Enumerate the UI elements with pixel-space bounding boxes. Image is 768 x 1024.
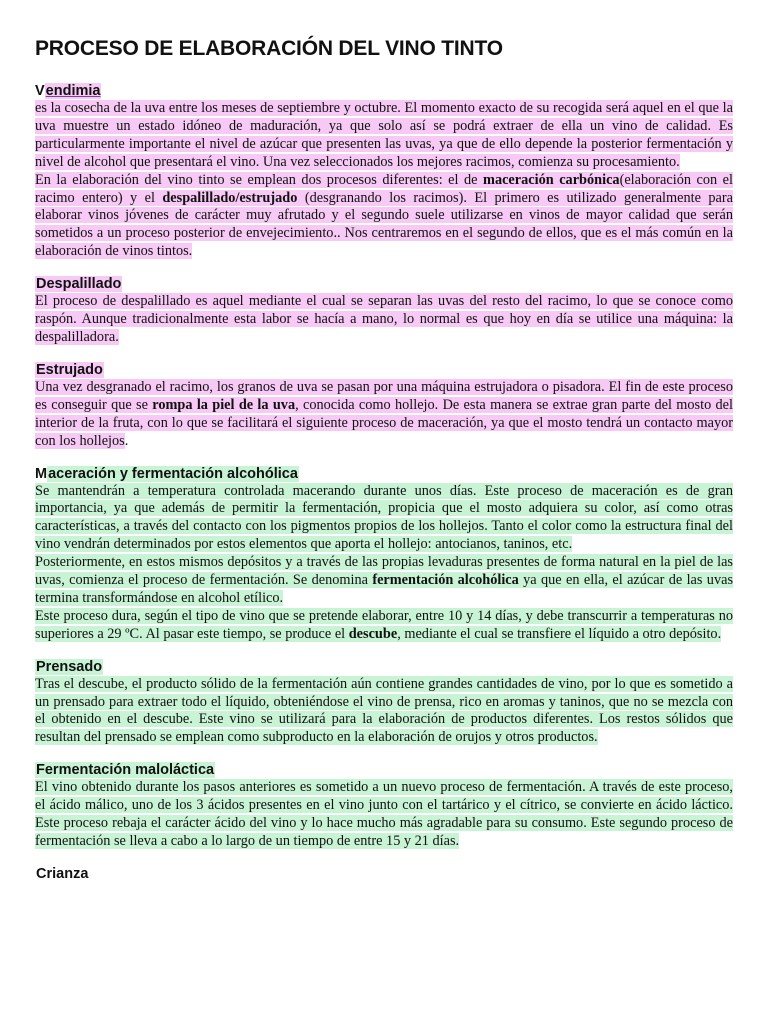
paragraph (35, 100, 733, 172)
highlighted-text (35, 483, 733, 553)
text-run: es la cosecha de la uva entre los meses de septiembre y octubre. El momento exacto de su recogida será aquel en el que la uva muestre un estado idóneo de maduración, ya que solo así se podrá extraer de ella un vino de calidad. Es particularmente importante el nivel de azúcar que presenten las uvas, ya que de ello depende la posterior fermentación y nivel de alcohol que presentará el vino. Una vez seleccionados los mejores racimos, comienza su procesamiento. (35, 100, 733, 170)
text-run: (elaboración con el racimo entero) y el (35, 171, 733, 206)
paragraph (35, 779, 733, 851)
section-fermentacion-malolactica (35, 761, 733, 851)
section-heading-estrujado (35, 361, 733, 379)
section-vendimia (35, 82, 733, 261)
section-heading-vendimia (35, 82, 733, 100)
highlighted-text (35, 172, 733, 260)
text-run: En la elaboración del vino tinto se emplean dos procesos diferentes: el de (35, 171, 484, 188)
section-body (35, 293, 733, 347)
heading-highlighted: Crianza (36, 865, 89, 882)
document-page (35, 34, 733, 897)
text-run: Posteriormente, en estos mismos depósitos y a través de las propias levaduras presentes de forma natural en la piel de las uvas, comienza el proceso de fermentación. Se denomina (35, 554, 733, 589)
bold-term: descube (348, 625, 398, 642)
section-body (35, 379, 733, 451)
bold-term: maceración carbónica (483, 171, 620, 188)
section-body (35, 779, 733, 851)
highlighted-text (35, 379, 733, 449)
section-prensado (35, 658, 733, 748)
highlighted-text (35, 293, 733, 345)
section-heading-maceracion (35, 465, 733, 483)
text-run: , mediante el cual se transfiere el líquido a otro depósito. (397, 625, 722, 642)
text-run: Una vez desgranado el racimo, los granos de uva se pasan por una máquina estrujadora o pisadora. El fin de este proceso es conseguir que se (35, 378, 733, 413)
section-estrujado (35, 361, 733, 451)
paragraph (35, 293, 733, 347)
highlighted-text (35, 100, 733, 170)
heading-highlighted: Fermentación maloláctica (36, 762, 215, 779)
paragraph (35, 379, 733, 451)
section-crianza (35, 865, 733, 883)
highlighted-text (35, 779, 733, 849)
text-run: El proceso de despalillado es aquel mediante el cual se separan las uvas del resto del racimo, lo que se conoce como raspón. Aunque tradicionalmente esta labor se hacía a mano, lo normal es que hoy en día se utilice una máquina: la despalilladora. (35, 293, 733, 345)
section-body (35, 676, 733, 748)
heading-highlighted: Despalillado (36, 276, 122, 293)
text-run: , conocida como hollejo. De esta manera se extrae gran parte del mosto del interior de la fruta, con lo que se facilitará el siguiente proceso de maceración, ya que el mosto tendrá un contacto mayor con los hollejos (35, 396, 733, 449)
highlighted-text (35, 676, 733, 746)
text-run: Este proceso dura, según el tipo de vino que se pretende elaborar, entre 10 y 14 días, y debe transcurrir a temperaturas no superiores a 29 ºC. Al pasar este tiempo, se produce el (35, 607, 733, 642)
text-run: ya que en ella, el azúcar de las uvas termina transformándose en alcohol etílico. (35, 572, 734, 606)
section-heading-fermentacion-malolactica (35, 761, 733, 779)
trailing-text: . (124, 432, 129, 449)
heading-initial: M (35, 465, 48, 482)
bold-term: fermentación alcohólica (372, 572, 519, 589)
paragraph (35, 554, 733, 608)
heading-initial: V (35, 83, 45, 99)
heading-highlighted: Estrujado (36, 361, 103, 378)
paragraph (35, 608, 733, 644)
highlighted-text (35, 608, 733, 642)
heading-highlighted: aceración y fermentación alcohólica (48, 465, 298, 482)
section-heading-crianza (35, 865, 733, 883)
text-run: Se mantendrán a temperatura controlada macerando durante unos días. Este proceso de maceración es de gran importancia, ya que además de permitir la fermentación, propicia que el mosto adquiera su color, así como otras características, a través del contacto con los pigmentos propios de los hollejos. Tanto el color como la estructura final del vino vendrán determinados por estos elementos que aporta el hollejo: antocianos, taninos, etc. (35, 482, 733, 553)
section-body (35, 483, 733, 644)
section-maceracion (35, 465, 733, 644)
heading-highlighted: endimia (45, 83, 101, 99)
section-heading-despalillado (35, 275, 733, 293)
heading-highlighted: Prensado (36, 658, 103, 675)
text-run: (desgranando los racimos). El primero es utilizado generalmente para elaborar vinos jóvenes de carácter muy afrutado y el segundo suele utilizarse en vinos de mayor calidad que serán sometidos a un proceso posterior de envejecimiento.. Nos centraremos en el segundo de ellos, que es el más común en la elaboración de vinos tintos. (35, 189, 733, 260)
paragraph (35, 172, 733, 262)
section-despalillado (35, 275, 733, 347)
text-run: Tras el descube, el producto sólido de la fermentación aún contiene grandes cantidades de vino, por lo que es sometido a un prensado para extraer todo el líquido, obteniéndose el vino de prensa, rico en aromas y taninos, que no se mezcla con el obtenido en el descube. Este vino se utilizará para la elaboración de productos diferentes. Los restos sólidos que resultan del prensado se emplean como subproducto en la elaboración de orujos y otros productos. (35, 675, 733, 746)
paragraph (35, 676, 733, 748)
bold-term: rompa la piel de la uva (152, 396, 296, 413)
highlighted-text (35, 554, 733, 606)
section-body (35, 100, 733, 261)
section-heading-prensado (35, 658, 733, 676)
paragraph (35, 483, 733, 555)
text-run: El vino obtenido durante los pasos anteriores es sometido a un nuevo proceso de fermentación. A través de este proceso, el ácido málico, uno de los 3 ácidos presentes en el vino junto con el tartárico y el cítrico, se convierte en ácido láctico. Este proceso rebaja el carácter ácido del vino y lo hace mucho más agradable para su consumo. Este segundo proceso de fermentación se lleva a cabo a lo largo de un tiempo de entre 15 y 21 días. (35, 779, 733, 849)
bold-term: despalillado/estrujado (162, 189, 298, 206)
document-title: PROCESO DE ELABORACIÓN DEL VINO TINTO (35, 37, 503, 60)
